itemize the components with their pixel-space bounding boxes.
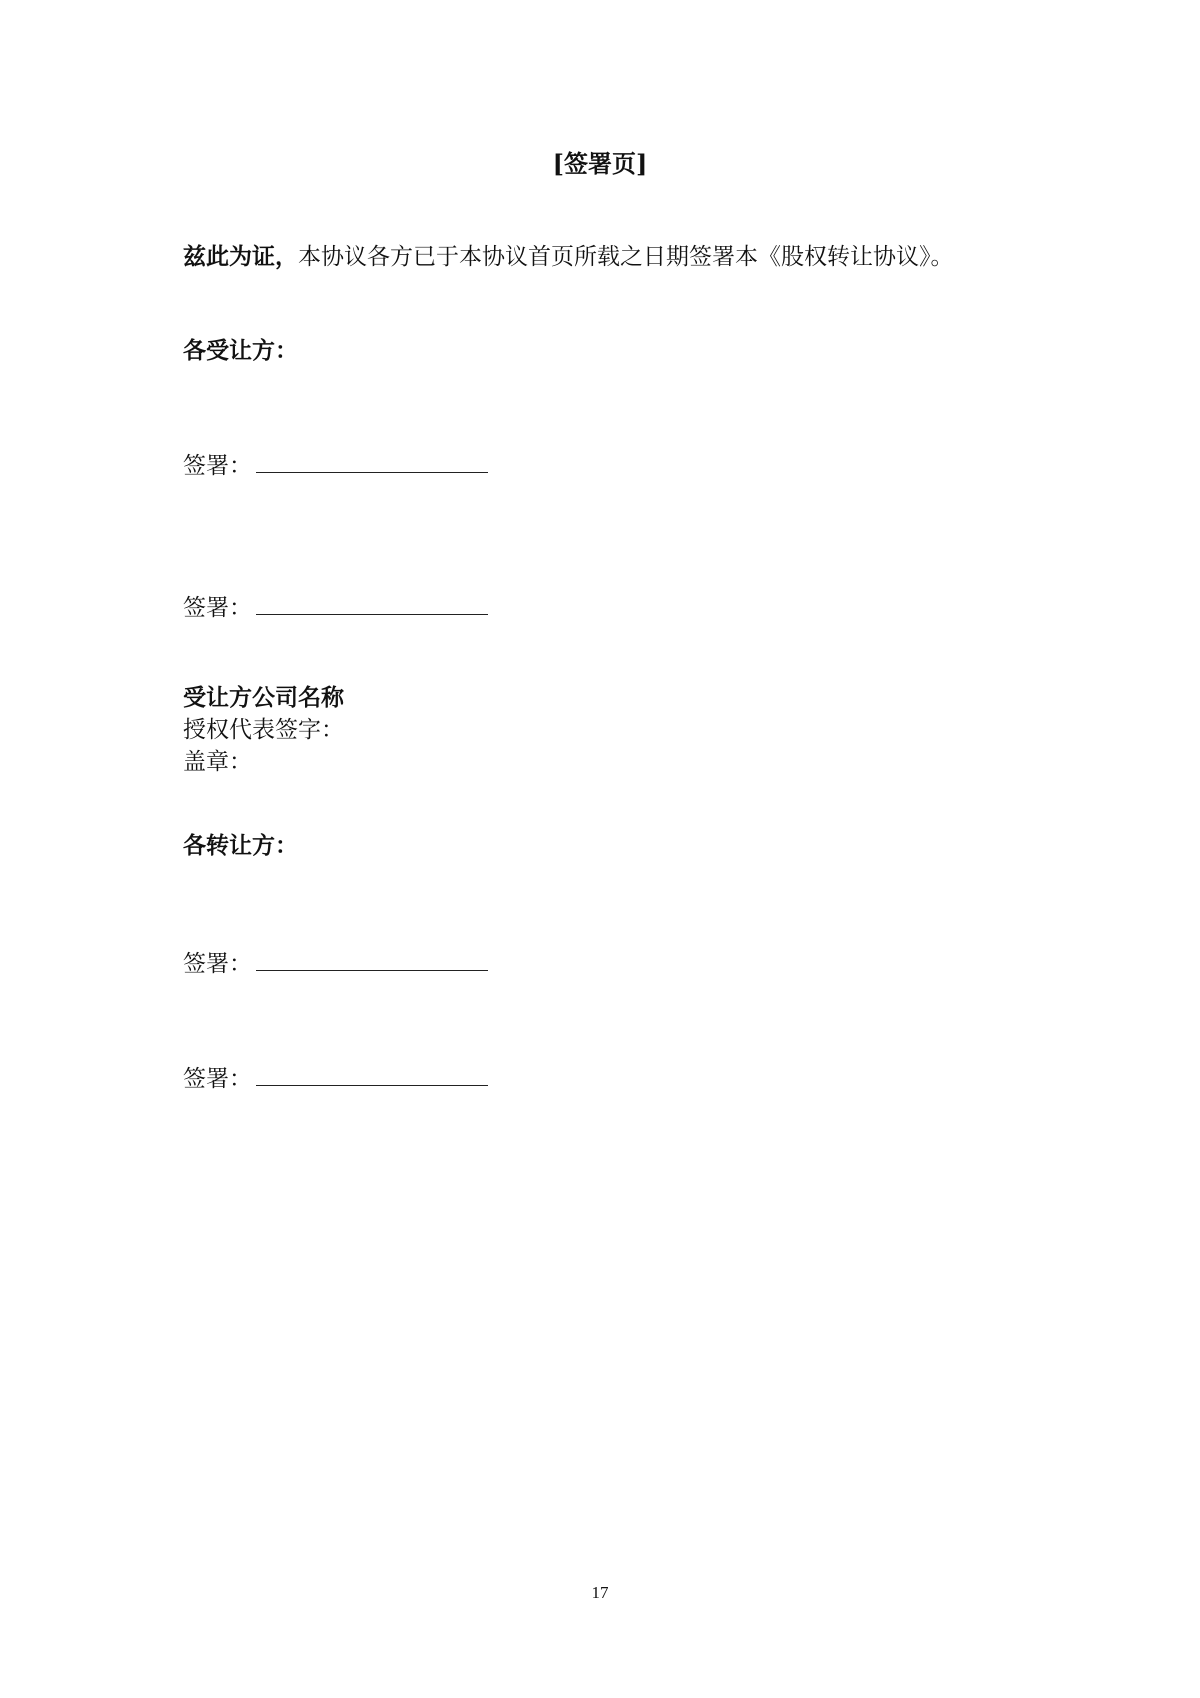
signature-line (256, 450, 488, 473)
signature-label: 签署： (183, 453, 252, 479)
transferee-company-name: 受让方公司名称 (183, 684, 344, 711)
witness-text: 本协议各方已于本协议首页所载之日期签署本《股权转让协议》。 (298, 244, 954, 270)
witness-clause (183, 241, 954, 273)
transferee-signature-row-1 (183, 450, 488, 482)
signature-label: 签署： (183, 951, 252, 977)
page-number: 17 (591, 1583, 609, 1602)
page-title: [签署页] (552, 149, 648, 178)
signature-line (256, 1063, 488, 1086)
signature-label: 签署： (183, 1066, 252, 1092)
transferor-signature-row-1 (183, 948, 488, 980)
signature-label: 签署： (183, 595, 252, 621)
transferors-heading: 各转让方： (183, 832, 298, 859)
signature-line (256, 592, 488, 615)
signature-line (256, 948, 488, 971)
transferees-heading: 各受让方： (183, 337, 298, 364)
authorized-rep-label: 授权代表签字： (183, 717, 344, 743)
transferor-signature-row-2 (183, 1063, 488, 1095)
seal-label: 盖章： (183, 749, 252, 775)
transferee-signature-row-2 (183, 592, 488, 624)
witness-lead: 兹此为证， (183, 243, 298, 270)
